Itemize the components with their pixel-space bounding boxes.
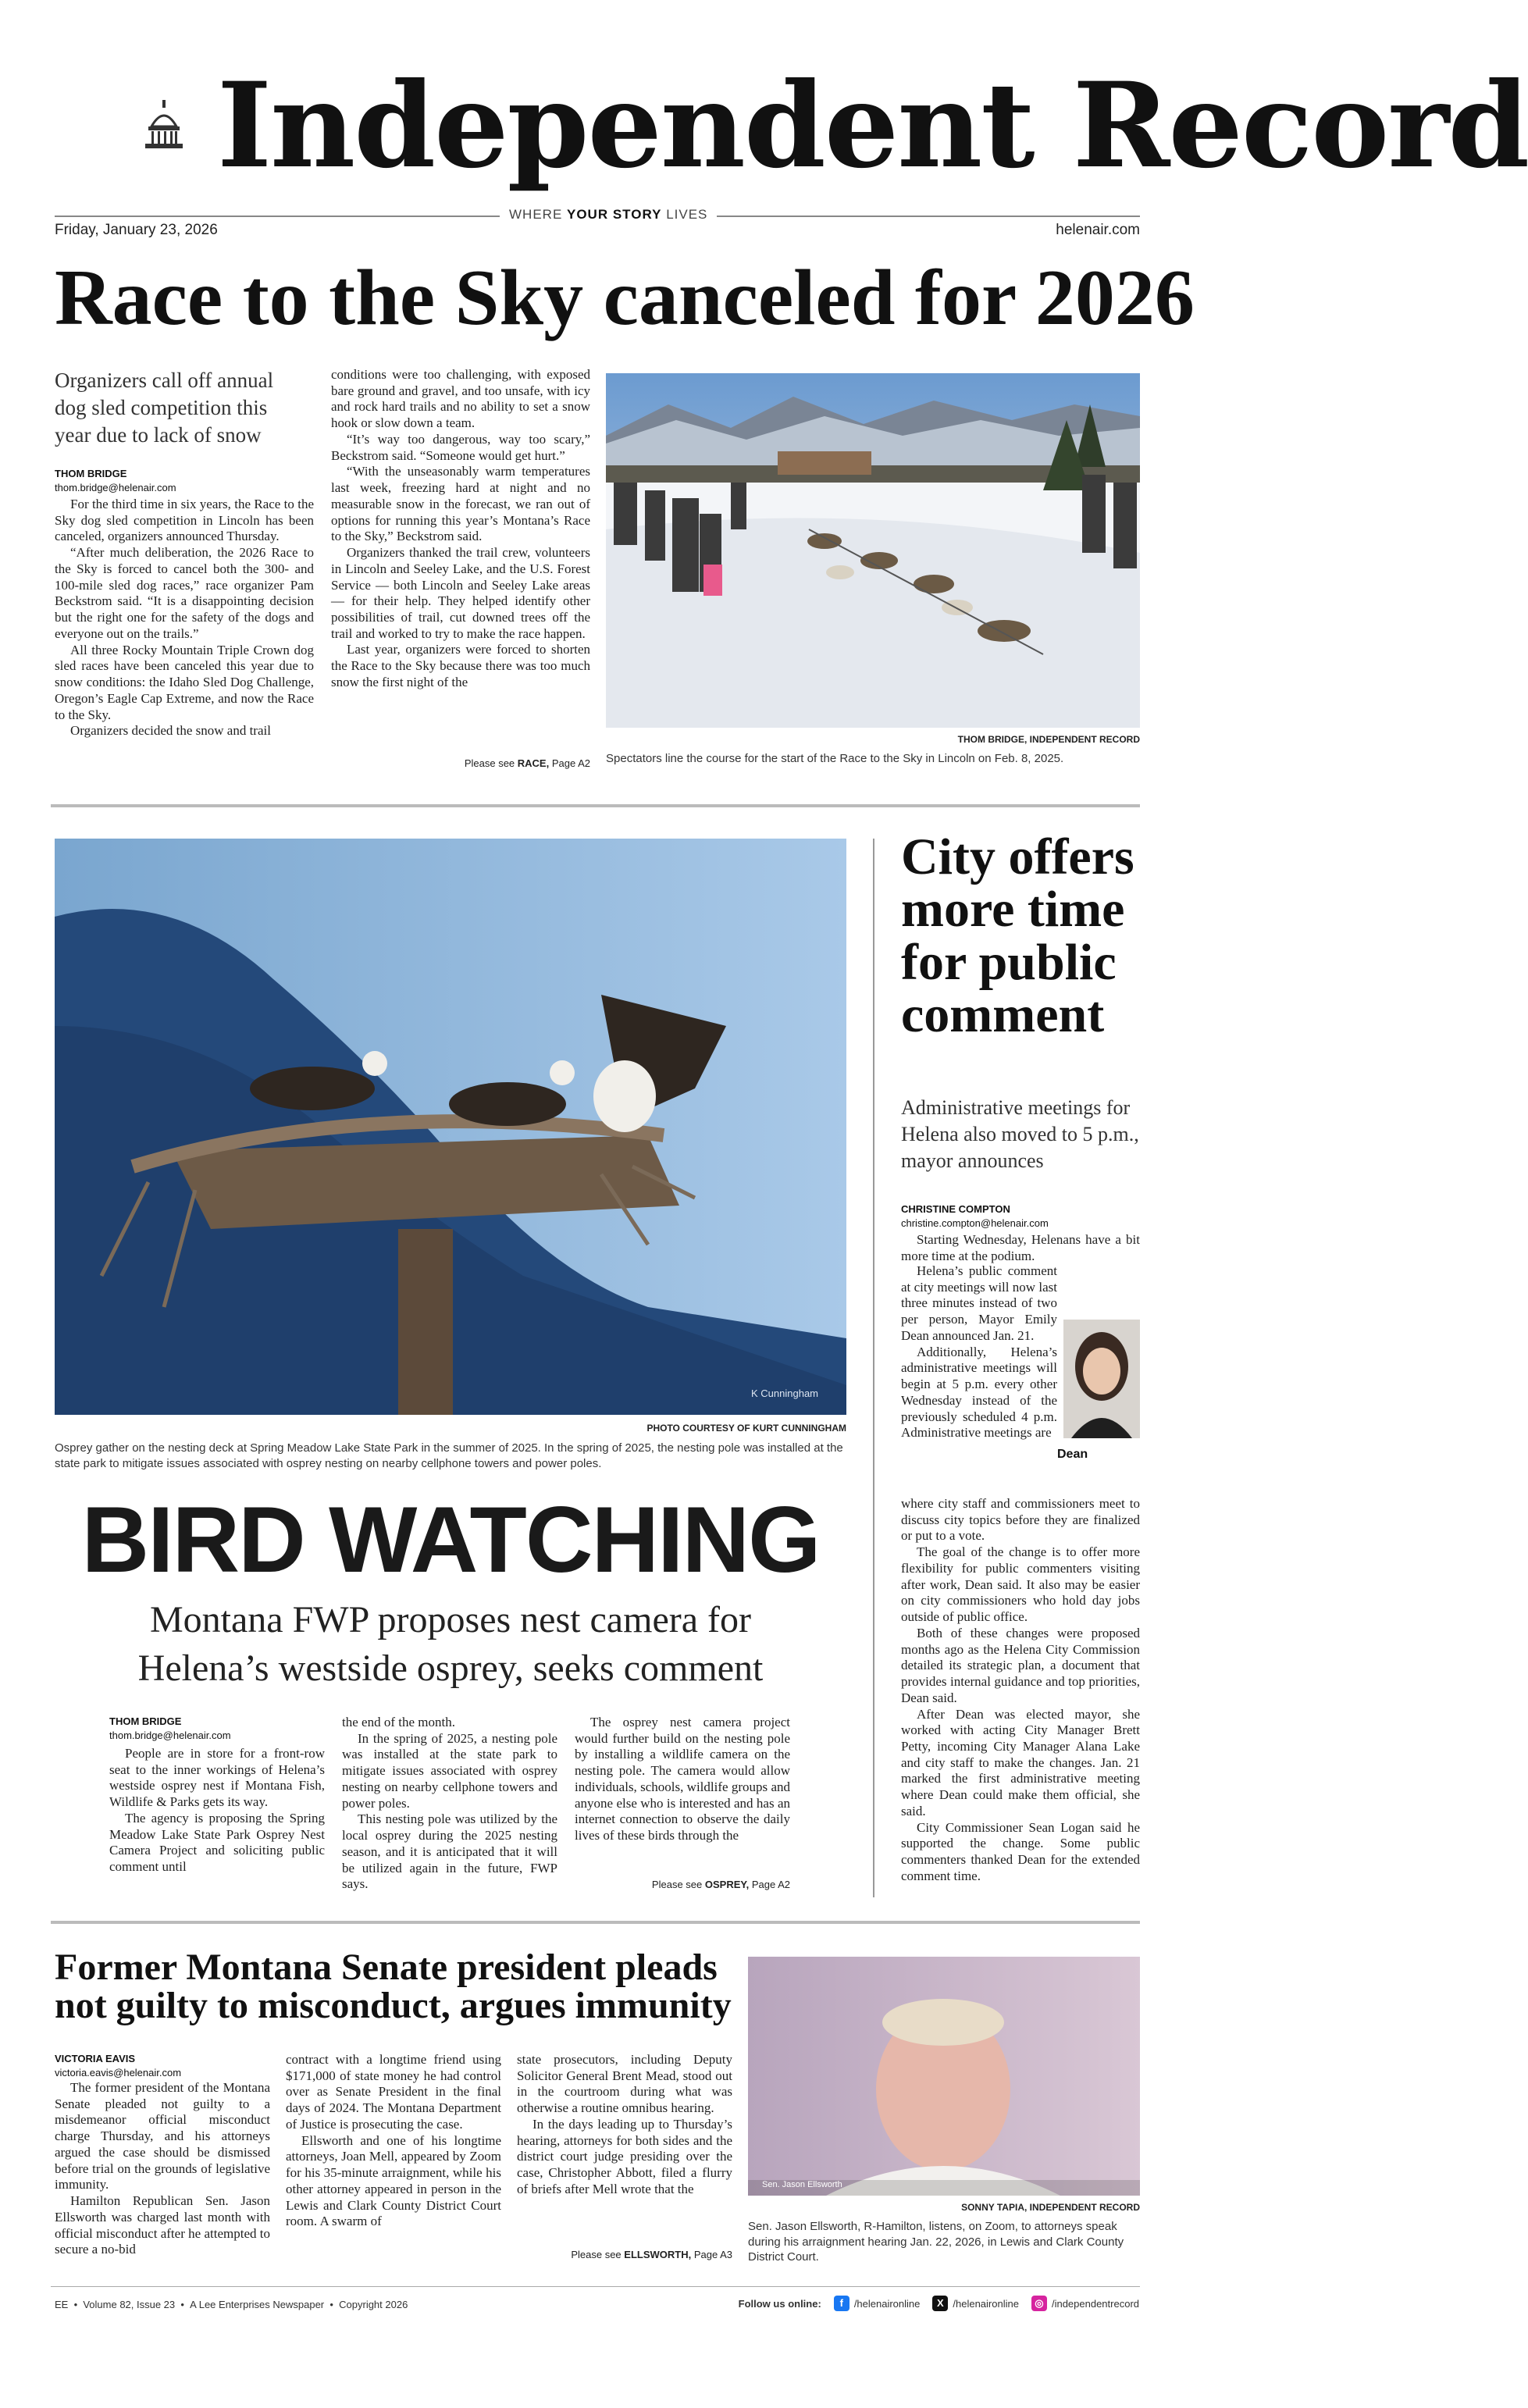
footer-rule xyxy=(51,2286,1140,2287)
lead-photo-caption: Spectators line the course for the start of the Race to the Sky in Lincoln on Feb. 8, 2025. xyxy=(606,752,1064,765)
capitol-logo-icon xyxy=(141,100,187,155)
paragraph: state prosecutors, including Deputy Solicitor General Brent Mead, stood out in the courtroom during what was otherwise a routine omnibus hearing. xyxy=(517,2052,732,2116)
website-link[interactable]: helenair.com xyxy=(1056,222,1140,238)
city-headline: City offers more time for public comment xyxy=(901,828,1134,1043)
x-link[interactable]: /helenaironline xyxy=(953,2297,1019,2310)
paragraph: The goal of the change is to offer more flexibility for public commenters visiting after work, Dean said. It also may be easier on city commissioners who hold day jobs outside of public office. xyxy=(901,1544,1140,1625)
osprey-byline: THOM BRIDGE thom.bridge@helenair.com xyxy=(109,1715,231,1742)
lead-headline: Race to the Sky canceled for 2026 xyxy=(55,254,1195,342)
lead-photo-credit: THOM BRIDGE, INDEPENDENT RECORD xyxy=(957,734,1140,745)
photo-watermark: K Cunningham xyxy=(751,1387,818,1399)
city-column-bottom xyxy=(901,1496,1140,1885)
social-links xyxy=(739,2296,1139,2311)
osprey-photo-credit: PHOTO COURTESY OF KURT CUNNINGHAM xyxy=(646,1423,846,1434)
paragraph: In the spring of 2025, a nesting pole was installed at the state park to mitigate issues associated with osprey nesting on nearby cellphone towers and power poles. xyxy=(342,1730,557,1811)
paragraph: Starting Wednesday, Helenans have a bit more time at the podium. xyxy=(901,1232,1140,1263)
city-byline: CHRISTINE COMPTON christine.compton@helenair.com xyxy=(901,1203,1049,1230)
paragraph: This nesting pole was utilized by the local osprey during the 2025 nesting season, and it is anticipated that it will be utilized again in the future, FWP says. xyxy=(342,1811,557,1892)
senate-photo-caption: Sen. Jason Ellsworth, R-Hamilton, listens, on Zoom, to attorneys speak during his arraignment hearing Jan. 22, 2026, in Lewis and Clark County District Court. xyxy=(748,2220,1124,2264)
follow-label: Follow us online: xyxy=(738,2297,821,2310)
lead-column-2 xyxy=(331,367,590,691)
section-divider xyxy=(51,804,1140,807)
paragraph: All three Rocky Mountain Triple Crown dog sled races have been canceled this year due to snow conditions: the Idaho Sled Dog Challenge, Oregon’s Eagle Cap Extreme, and now the Race to the Sky. xyxy=(55,642,314,722)
lead-byline: THOM BRIDGE thom.bridge@helenair.com xyxy=(55,468,176,494)
paragraph: People are in store for a front-row seat to the inner workings of Helena’s westside osprey nest if Montana Fish, Wildlife & Parks gets its way. xyxy=(109,1746,325,1810)
paragraph: Ellsworth and one of his longtime attorneys, Joan Mell, appeared by Zoom for his 35-minute arraignment, while his other attorney appeared in person in the Lewis and Clark County District Court room. A swarm of xyxy=(286,2132,501,2229)
city-column-top-left xyxy=(901,1232,1140,1264)
lead-deck: Organizers call off annual dog sled competition this year due to lack of snow xyxy=(55,369,274,447)
paragraph: For the third time in six years, the Race to the Sky dog sled competition in Lincoln has been canceled, organizers announced Thursday. xyxy=(55,497,314,544)
senate-column-1 xyxy=(55,2080,270,2258)
city-deck: Administrative meetings for Helena also moved to 5 p.m., mayor announces xyxy=(901,1096,1139,1172)
sled-dog-race-photo xyxy=(606,373,1140,728)
osprey-headline: Montana FWP proposes nest camera for Helena’s westside osprey, seeks comment xyxy=(137,1599,764,1690)
facebook-link[interactable]: /helenaironline xyxy=(853,2297,921,2310)
zoom-hearing-photo xyxy=(748,1957,1140,2196)
paragraph: Both of these changes were proposed months ago as the Helena City Commission detailed its strategic plan, a document that provides internal guidance and top priorities, Dean said. xyxy=(901,1625,1140,1705)
section-divider xyxy=(51,1921,1140,1924)
x-icon[interactable]: X xyxy=(932,2296,948,2311)
osprey-photo-caption: Osprey gather on the nesting deck at Spring Meadow Lake State Park in the summer of 2025. In the spring of 2025, the nesting pole was installed at the state park to mitigate issues associated with osprey nesting on nearby cellphone towers and power poles. xyxy=(55,1441,843,1470)
paragraph: “With the unseasonably warm temperatures last week, freezing hard at night and no measurable snow in the forecast, we ran out of options for running this year’s Montana’s Race to the Sky,” Beckstrom said. xyxy=(331,464,590,544)
osprey-jump-link[interactable]: Please see OSPREY, Page A2 xyxy=(651,1879,790,1890)
masthead-title: Independent Record xyxy=(217,57,1528,194)
senate-byline: VICTORIA EAVIS victoria.eavis@helenair.com xyxy=(55,2053,182,2079)
city-column-wrap xyxy=(901,1263,1057,1441)
osprey-column-2 xyxy=(342,1715,557,1893)
paragraph: Helena’s public comment at city meetings will now last three minutes instead of two per person, Mayor Emily Dean announced Jan. 21. xyxy=(901,1263,1057,1343)
paragraph: Last year, organizers were forced to shorten the Race to the Sky because there was too much snow the first night of the xyxy=(331,642,590,689)
senate-headline: Former Montana Senate president pleads not guilty to misconduct, argues immunity xyxy=(55,1947,732,2026)
osprey-kicker: BIRD WATCHING xyxy=(81,1487,820,1592)
paragraph: The osprey nest camera project would further build on the nesting pole by installing a wildlife camera on the nesting pole. The camera would allow individuals, schools, wildlife groups and anyone else who is interested and has an internet connection to observe the daily lives of these birds through the xyxy=(575,1715,790,1843)
lead-column-1 xyxy=(55,497,314,739)
instagram-icon[interactable]: ◎ xyxy=(1031,2296,1047,2311)
zoom-name-label: Sen. Jason Ellsworth xyxy=(762,2180,842,2189)
mugshot-label: Dean xyxy=(1057,1448,1088,1461)
paragraph: “It’s way too dangerous, way too scary,” Beckstrom said. “Someone would get hurt.” xyxy=(331,431,590,463)
senate-photo-credit: SONNY TAPIA, INDEPENDENT RECORD xyxy=(961,2202,1140,2213)
paragraph: where city staff and commissioners meet to discuss city topics before they are finalized or put to a vote. xyxy=(901,1496,1140,1544)
paragraph: Organizers thanked the trail crew, volunteers in Lincoln and Seeley Lake, and the U.S. Forest Service — both Lincoln and Seeley Lake areas — for their help. They helped identify other possibilities of trail, cut downed trees off the trail and worked to try to make the race happen. xyxy=(331,545,590,641)
paragraph: The former president of the Montana Senate pleaded not guilty to a misdemeanor official misconduct charge Thursday, and his attorneys argued the case should be dismissed before trial on the grounds of legislative immunity. xyxy=(55,2080,270,2192)
instagram-link[interactable]: /independentrecord xyxy=(1051,2297,1139,2310)
paragraph: In the days leading up to Thursday’s hearing, attorneys for both sides and the district court judge presiding over the case, Christopher Abbott, filed a flurry of briefs after Mell wrote that the xyxy=(517,2116,732,2196)
column-rule xyxy=(873,839,874,1897)
paragraph: the end of the month. xyxy=(342,1715,455,1729)
osprey-nest-photo xyxy=(55,839,846,1415)
osprey-column-1 xyxy=(109,1746,325,1875)
paragraph: contract with a longtime friend using $171,000 of state money he had control over as Senate President in the final days of 2024. The Montana Department of Justice is prosecuting the case. xyxy=(286,2052,501,2132)
senate-column-2 xyxy=(286,2052,501,2230)
tagline: WHERE YOUR STORY LIVES xyxy=(500,207,717,223)
paragraph: conditions were too challenging, with exposed bare ground and gravel, and too unsafe, with icy and rock hard trails and no ability to set a snow hook or slow down a team. xyxy=(331,367,590,431)
paragraph: Hamilton Republican Sen. Jason Ellsworth was charged last month with official misconduct after he attempted to secure a no-bid xyxy=(55,2193,270,2257)
paragraph: The agency is proposing the Spring Meadow Lake State Park Osprey Nest Camera Project and soliciting public comment until xyxy=(109,1810,325,1875)
paragraph: After Dean was elected mayor, she worked with acting City Manager Brett Petty, incoming City Manager Alana Lake and city staff to make the changes. Jan. 21 marked the first administrative meeting where Dean could make them official, she said. xyxy=(901,1706,1140,1818)
lead-jump-link[interactable]: Please see RACE, Page A2 xyxy=(464,757,590,769)
paragraph: City Commissioner Sean Logan said he supported the change. Some public commenters thanked Dean for the extended comment time. xyxy=(901,1819,1140,1883)
osprey-column-3 xyxy=(575,1715,790,1844)
paragraph: “After much deliberation, the 2026 Race to the Sky is forced to cancel both the 300- and 100-mile sled dog races,” race organizer Pam Beckstrom said. “It is a disappointing decision but the right one for the safety of the dogs and everyone out on the trails.” xyxy=(55,545,314,641)
senate-column-3 xyxy=(517,2052,732,2198)
issue-date: Friday, January 23, 2026 xyxy=(55,222,218,238)
facebook-icon[interactable]: f xyxy=(834,2296,849,2311)
footer-info: EE • Volume 82, Issue 23 • A Lee Enterprises Newspaper • Copyright 2026 xyxy=(55,2299,408,2310)
paragraph: Additionally, Helena’s administrative meetings will begin at 5 p.m. every other Wednesday instead of the previously scheduled 4 p.m. Administrative meetings are xyxy=(901,1344,1057,1441)
paragraph: Organizers decided the snow and trail xyxy=(70,723,271,739)
senate-jump-link[interactable]: Please see ELLSWORTH, Page A3 xyxy=(571,2249,732,2260)
dean-mugshot xyxy=(1063,1320,1140,1438)
